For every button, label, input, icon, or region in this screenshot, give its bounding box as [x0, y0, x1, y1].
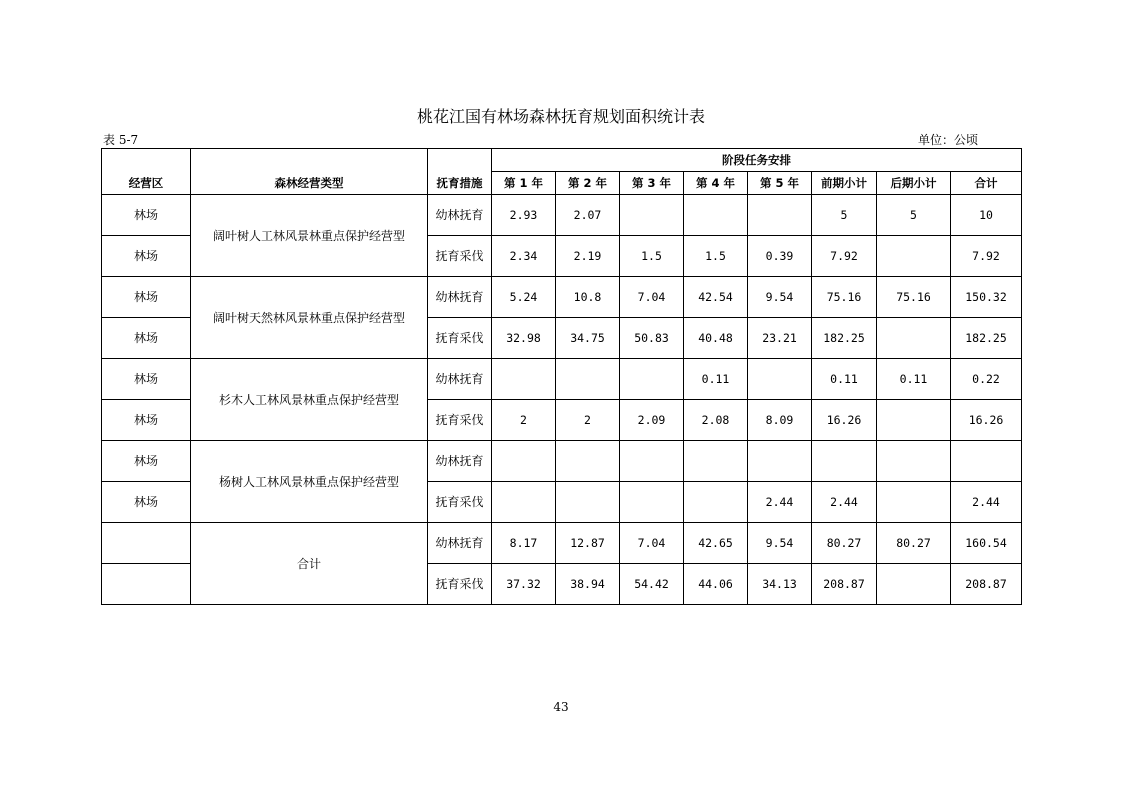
cell-value: 32.98 — [492, 318, 556, 359]
cell-value — [620, 482, 684, 523]
table-row — [102, 523, 1022, 564]
cell-value: 0.11 — [812, 359, 877, 400]
cell-value: 2 — [556, 400, 620, 441]
cell-value: 8.17 — [492, 523, 556, 564]
header-col: 前期小计 — [812, 172, 877, 195]
cell-region: 林场 — [102, 318, 191, 359]
cell-measure: 幼林抚育 — [428, 195, 492, 236]
cell-region: 林场 — [102, 359, 191, 400]
header-col: 合计 — [951, 172, 1022, 195]
cell-value — [951, 441, 1022, 482]
header-col: 第 4 年 — [684, 172, 748, 195]
cell-value — [748, 195, 812, 236]
cell-value: 208.87 — [951, 564, 1022, 605]
cell-value: 5 — [877, 195, 951, 236]
cell-value — [620, 359, 684, 400]
cell-value: 75.16 — [877, 277, 951, 318]
cell-value: 7.04 — [620, 277, 684, 318]
cell-value: 0.11 — [877, 359, 951, 400]
table-row — [102, 277, 1022, 318]
unit-label: 单位：公顷 — [918, 133, 979, 147]
cell-value: 2.08 — [684, 400, 748, 441]
cell-value — [748, 359, 812, 400]
cell-value: 54.42 — [620, 564, 684, 605]
cell-value: 37.32 — [492, 564, 556, 605]
cell-value — [877, 318, 951, 359]
cell-value: 34.75 — [556, 318, 620, 359]
cell-value: 0.39 — [748, 236, 812, 277]
header-type: 森林经营类型 — [191, 149, 428, 195]
cell-region: 林场 — [102, 441, 191, 482]
cell-forest-type: 阔叶树天然林风景林重点保护经营型 — [191, 277, 428, 359]
cell-value: 34.13 — [748, 564, 812, 605]
cell-value — [556, 359, 620, 400]
cell-value: 12.87 — [556, 523, 620, 564]
cell-measure: 幼林抚育 — [428, 277, 492, 318]
cell-region: 林场 — [102, 400, 191, 441]
cell-forest-type: 杨树人工林风景林重点保护经营型 — [191, 441, 428, 523]
cell-value — [556, 482, 620, 523]
table-number: 表 5-7 — [103, 133, 139, 147]
cell-value: 2 — [492, 400, 556, 441]
cell-value — [684, 195, 748, 236]
cell-value — [877, 441, 951, 482]
table-row — [102, 359, 1022, 400]
cell-value: 2.93 — [492, 195, 556, 236]
cell-value: 75.16 — [812, 277, 877, 318]
forest-tending-table — [101, 148, 1022, 605]
cell-value: 10 — [951, 195, 1022, 236]
cell-value: 80.27 — [877, 523, 951, 564]
cell-value: 7.92 — [812, 236, 877, 277]
cell-value: 150.32 — [951, 277, 1022, 318]
cell-forest-type: 阔叶树人工林风景林重点保护经营型 — [191, 195, 428, 277]
header-region: 经营区 — [102, 149, 191, 195]
cell-value: 160.54 — [951, 523, 1022, 564]
cell-value: 182.25 — [812, 318, 877, 359]
cell-value — [877, 236, 951, 277]
cell-value: 9.54 — [748, 277, 812, 318]
cell-region: 林场 — [102, 277, 191, 318]
page-number: 43 — [553, 700, 569, 714]
header-col: 后期小计 — [877, 172, 951, 195]
cell-value: 0.22 — [951, 359, 1022, 400]
cell-measure: 幼林抚育 — [428, 441, 492, 482]
header-col: 第 5 年 — [748, 172, 812, 195]
cell-value: 9.54 — [748, 523, 812, 564]
cell-value: 38.94 — [556, 564, 620, 605]
cell-measure: 幼林抚育 — [428, 359, 492, 400]
cell-region — [102, 523, 191, 564]
cell-value: 2.09 — [620, 400, 684, 441]
cell-value: 42.54 — [684, 277, 748, 318]
cell-value: 2.44 — [951, 482, 1022, 523]
cell-value: 16.26 — [812, 400, 877, 441]
table-body — [102, 195, 1022, 605]
cell-value — [812, 441, 877, 482]
cell-value: 5 — [812, 195, 877, 236]
cell-measure: 抚育采伐 — [428, 564, 492, 605]
cell-value — [620, 195, 684, 236]
cell-value: 16.26 — [951, 400, 1022, 441]
cell-value: 23.21 — [748, 318, 812, 359]
cell-value — [877, 564, 951, 605]
cell-value: 42.65 — [684, 523, 748, 564]
cell-region: 林场 — [102, 236, 191, 277]
cell-value: 1.5 — [620, 236, 684, 277]
cell-region — [102, 564, 191, 605]
page-title: 桃花江国有林场森林抚育规划面积统计表 — [416, 107, 705, 126]
header-measure: 抚育措施 — [428, 149, 492, 195]
cell-value — [684, 441, 748, 482]
cell-value — [748, 441, 812, 482]
cell-value: 5.24 — [492, 277, 556, 318]
cell-measure: 抚育采伐 — [428, 236, 492, 277]
cell-measure: 幼林抚育 — [428, 523, 492, 564]
cell-value: 2.07 — [556, 195, 620, 236]
cell-value — [877, 482, 951, 523]
cell-value: 2.34 — [492, 236, 556, 277]
cell-value: 208.87 — [812, 564, 877, 605]
cell-value — [556, 441, 620, 482]
table-row — [102, 441, 1022, 482]
cell-value: 182.25 — [951, 318, 1022, 359]
cell-value: 44.06 — [684, 564, 748, 605]
cell-region: 林场 — [102, 482, 191, 523]
cell-value — [620, 441, 684, 482]
cell-value: 0.11 — [684, 359, 748, 400]
cell-value — [492, 482, 556, 523]
cell-value: 2.19 — [556, 236, 620, 277]
cell-value: 7.04 — [620, 523, 684, 564]
cell-measure: 抚育采伐 — [428, 400, 492, 441]
cell-value: 1.5 — [684, 236, 748, 277]
table-row — [102, 195, 1022, 236]
cell-value: 7.92 — [951, 236, 1022, 277]
cell-value — [492, 441, 556, 482]
cell-value: 2.44 — [812, 482, 877, 523]
header-col: 第 2 年 — [556, 172, 620, 195]
cell-forest-type: 杉木人工林风景林重点保护经营型 — [191, 359, 428, 441]
cell-value: 80.27 — [812, 523, 877, 564]
cell-measure: 抚育采伐 — [428, 482, 492, 523]
cell-measure: 抚育采伐 — [428, 318, 492, 359]
cell-value: 50.83 — [620, 318, 684, 359]
cell-region: 林场 — [102, 195, 191, 236]
cell-value: 2.44 — [748, 482, 812, 523]
cell-value: 8.09 — [748, 400, 812, 441]
cell-value: 40.48 — [684, 318, 748, 359]
header-col: 第 1 年 — [492, 172, 556, 195]
header-col: 第 3 年 — [620, 172, 684, 195]
cell-value — [492, 359, 556, 400]
cell-value: 10.8 — [556, 277, 620, 318]
header-stage: 阶段任务安排 — [492, 149, 1022, 172]
cell-value — [877, 400, 951, 441]
cell-value — [684, 482, 748, 523]
cell-forest-type: 合计 — [191, 523, 428, 605]
